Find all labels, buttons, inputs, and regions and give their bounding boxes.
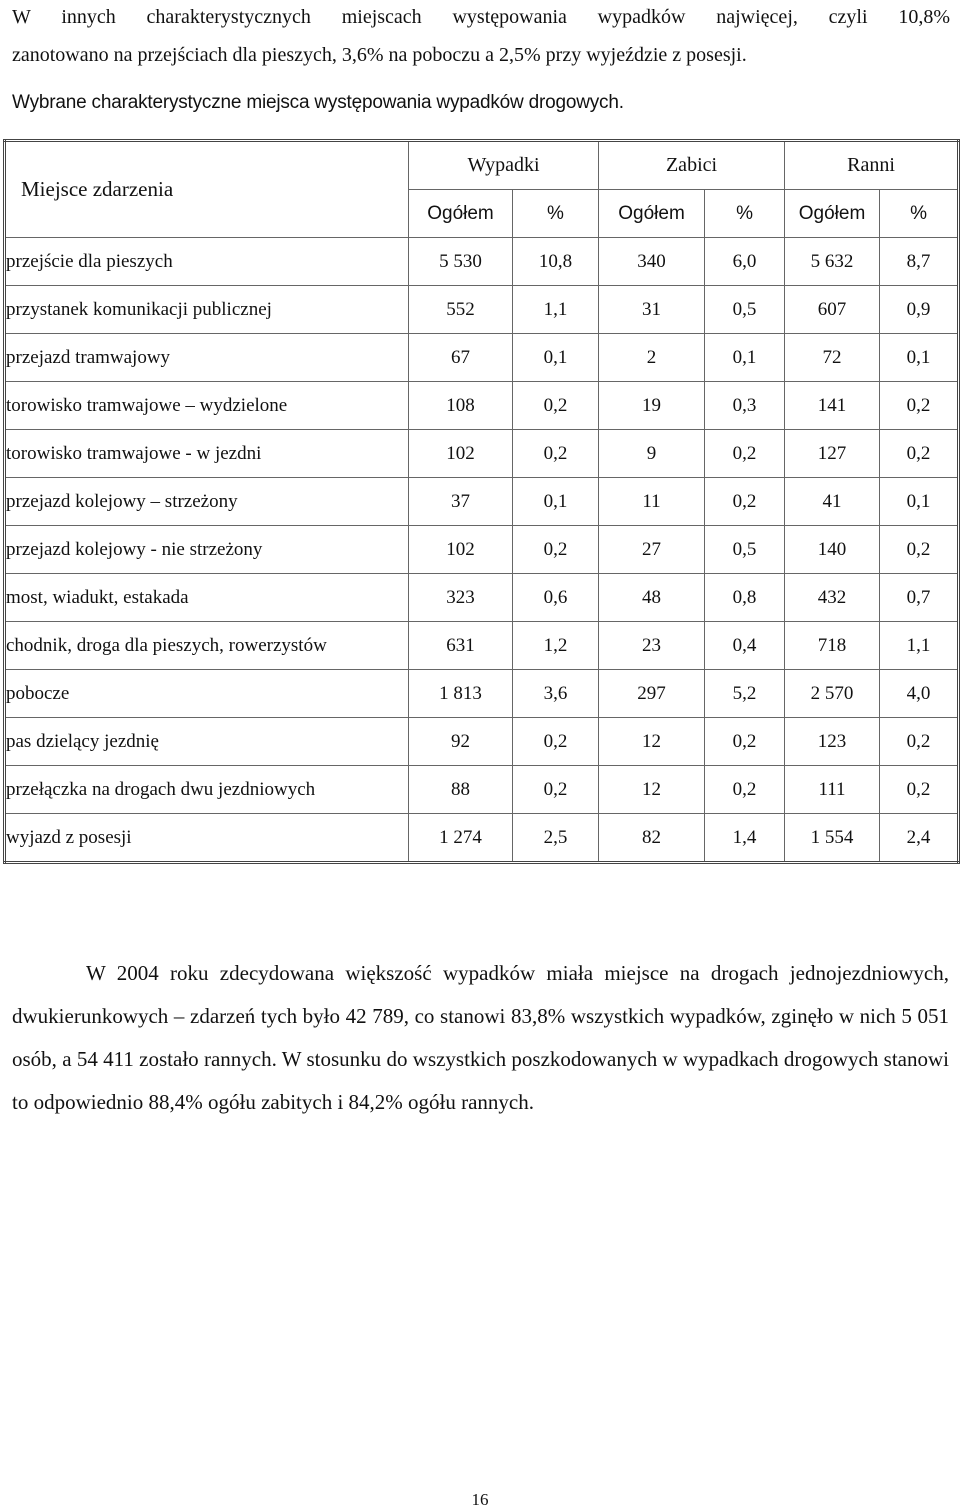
value-cell: 0,1 (513, 478, 599, 526)
group-header-ranni: Ranni (785, 141, 959, 190)
value-cell: 0,2 (705, 766, 785, 814)
value-cell: 8,7 (880, 238, 959, 286)
group-header-wypadki: Wypadki (409, 141, 599, 190)
row-label: przełączka na drogach dwu jezdniowych (5, 766, 409, 814)
value-cell: 1,2 (513, 622, 599, 670)
subheader-cell: % (705, 190, 785, 238)
value-cell: 0,2 (880, 430, 959, 478)
value-cell: 102 (409, 526, 513, 574)
value-cell: 88 (409, 766, 513, 814)
value-cell: 552 (409, 286, 513, 334)
table-row (5, 814, 959, 863)
value-cell: 82 (599, 814, 705, 863)
value-cell: 12 (599, 718, 705, 766)
intro-text (12, 0, 950, 74)
row-label: chodnik, droga dla pieszych, rowerzystów (5, 622, 409, 670)
value-cell: 0,3 (705, 382, 785, 430)
value-cell: 2 570 (785, 670, 880, 718)
value-cell: 10,8 (513, 238, 599, 286)
value-cell: 0,2 (880, 766, 959, 814)
value-cell: 108 (409, 382, 513, 430)
value-cell: 718 (785, 622, 880, 670)
row-label: pobocze (5, 670, 409, 718)
table-row (5, 334, 959, 382)
value-cell: 127 (785, 430, 880, 478)
value-cell: 27 (599, 526, 705, 574)
row-label: przejazd kolejowy - nie strzeżony (5, 526, 409, 574)
value-cell: 0,1 (705, 334, 785, 382)
row-label: przejście dla pieszych (5, 238, 409, 286)
value-cell: 1,1 (880, 622, 959, 670)
header-row-groups (5, 141, 959, 190)
row-label: przystanek komunikacji publicznej (5, 286, 409, 334)
value-cell: 0,2 (513, 382, 599, 430)
value-cell: 0,5 (705, 526, 785, 574)
value-cell: 5,2 (705, 670, 785, 718)
table-row (5, 382, 959, 430)
value-cell: 141 (785, 382, 880, 430)
value-cell: 0,2 (880, 718, 959, 766)
value-cell: 102 (409, 430, 513, 478)
value-cell: 1,4 (705, 814, 785, 863)
table-row (5, 622, 959, 670)
table-row (5, 574, 959, 622)
table-row (5, 718, 959, 766)
value-cell: 0,2 (705, 478, 785, 526)
value-cell: 12 (599, 766, 705, 814)
subheader-cell: % (513, 190, 599, 238)
value-cell: 1 813 (409, 670, 513, 718)
subheader-cell: Ogółem (409, 190, 513, 238)
value-cell: 1 274 (409, 814, 513, 863)
table-row (5, 766, 959, 814)
value-cell: 2,5 (513, 814, 599, 863)
value-cell: 5 632 (785, 238, 880, 286)
value-cell: 340 (599, 238, 705, 286)
value-cell: 631 (409, 622, 513, 670)
page-number: 16 (471, 1490, 489, 1509)
accidents-table (3, 139, 960, 864)
row-label: most, wiadukt, estakada (5, 574, 409, 622)
value-cell: 4,0 (880, 670, 959, 718)
value-cell: 0,2 (880, 382, 959, 430)
value-cell: 2 (599, 334, 705, 382)
value-cell: 111 (785, 766, 880, 814)
value-cell: 92 (409, 718, 513, 766)
table-row (5, 478, 959, 526)
value-cell: 0,2 (705, 718, 785, 766)
row-label: torowisko tramwajowe – wydzielone (5, 382, 409, 430)
value-cell: 323 (409, 574, 513, 622)
value-cell: 0,1 (513, 334, 599, 382)
value-cell: 3,6 (513, 670, 599, 718)
value-cell: 31 (599, 286, 705, 334)
row-label: torowisko tramwajowe - w jezdni (5, 430, 409, 478)
value-cell: 37 (409, 478, 513, 526)
value-cell: 0,8 (705, 574, 785, 622)
paragraph-text: W 2004 roku zdecydowana większość wypadków miała miejsce na drogach jednojezdniowych, dwukierunkowych – zdarzeń tych było 42 789, co stanowi 83,8% wszystkich wypadków, zginęło w nich 5 051 osób, a 54 411 zostało rannych. W stosunku do wszystkich poszkodowanych w wypadkach drogowych stanowi to odpowiednio 88,4% ogółu zabitych i 84,2% ogółu rannych. (12, 961, 949, 1114)
value-cell: 23 (599, 622, 705, 670)
value-cell: 72 (785, 334, 880, 382)
value-cell: 0,9 (880, 286, 959, 334)
value-cell: 0,1 (880, 478, 959, 526)
subheader-cell: % (880, 190, 959, 238)
value-cell: 607 (785, 286, 880, 334)
subheader-cell: Ogółem (599, 190, 705, 238)
value-cell: 0,2 (513, 718, 599, 766)
row-label: wyjazd z posesji (5, 814, 409, 863)
table-row (5, 238, 959, 286)
value-cell: 67 (409, 334, 513, 382)
value-cell: 2,4 (880, 814, 959, 863)
value-cell: 0,7 (880, 574, 959, 622)
subheader-cell: Ogółem (785, 190, 880, 238)
value-cell: 1 554 (785, 814, 880, 863)
table-caption: Wybrane charakterystyczne miejsca występowania wypadków drogowych. (12, 92, 624, 113)
value-cell: 0,5 (705, 286, 785, 334)
table-row (5, 286, 959, 334)
value-cell: 432 (785, 574, 880, 622)
value-cell: 0,6 (513, 574, 599, 622)
value-cell: 0,2 (513, 766, 599, 814)
value-cell: 9 (599, 430, 705, 478)
intro-line-2: zanotowano na przejściach dla pieszych, 3,6% na poboczu a 2,5% przy wyjeździe z posesji. (12, 44, 747, 66)
value-cell: 0,2 (880, 526, 959, 574)
value-cell: 6,0 (705, 238, 785, 286)
value-cell: 297 (599, 670, 705, 718)
intro-line-1: W innych charakterystycznych miejscach występowania wypadków najwięcej, czyli 10,8% (12, 6, 950, 28)
value-cell: 0,4 (705, 622, 785, 670)
group-header-zabici: Zabici (599, 141, 785, 190)
value-cell: 48 (599, 574, 705, 622)
value-cell: 0,1 (880, 334, 959, 382)
value-cell: 123 (785, 718, 880, 766)
table-body (5, 238, 959, 863)
table-row (5, 670, 959, 718)
body-paragraph (12, 952, 949, 1124)
value-cell: 0,2 (513, 526, 599, 574)
value-cell: 5 530 (409, 238, 513, 286)
place-column-header: Miejsce zdarzenia (5, 141, 409, 238)
value-cell: 140 (785, 526, 880, 574)
value-cell: 19 (599, 382, 705, 430)
value-cell: 41 (785, 478, 880, 526)
row-label: przejazd tramwajowy (5, 334, 409, 382)
value-cell: 0,2 (513, 430, 599, 478)
table-row (5, 430, 959, 478)
table-row (5, 526, 959, 574)
value-cell: 11 (599, 478, 705, 526)
value-cell: 1,1 (513, 286, 599, 334)
row-label: pas dzielący jezdnię (5, 718, 409, 766)
value-cell: 0,2 (705, 430, 785, 478)
row-label: przejazd kolejowy – strzeżony (5, 478, 409, 526)
